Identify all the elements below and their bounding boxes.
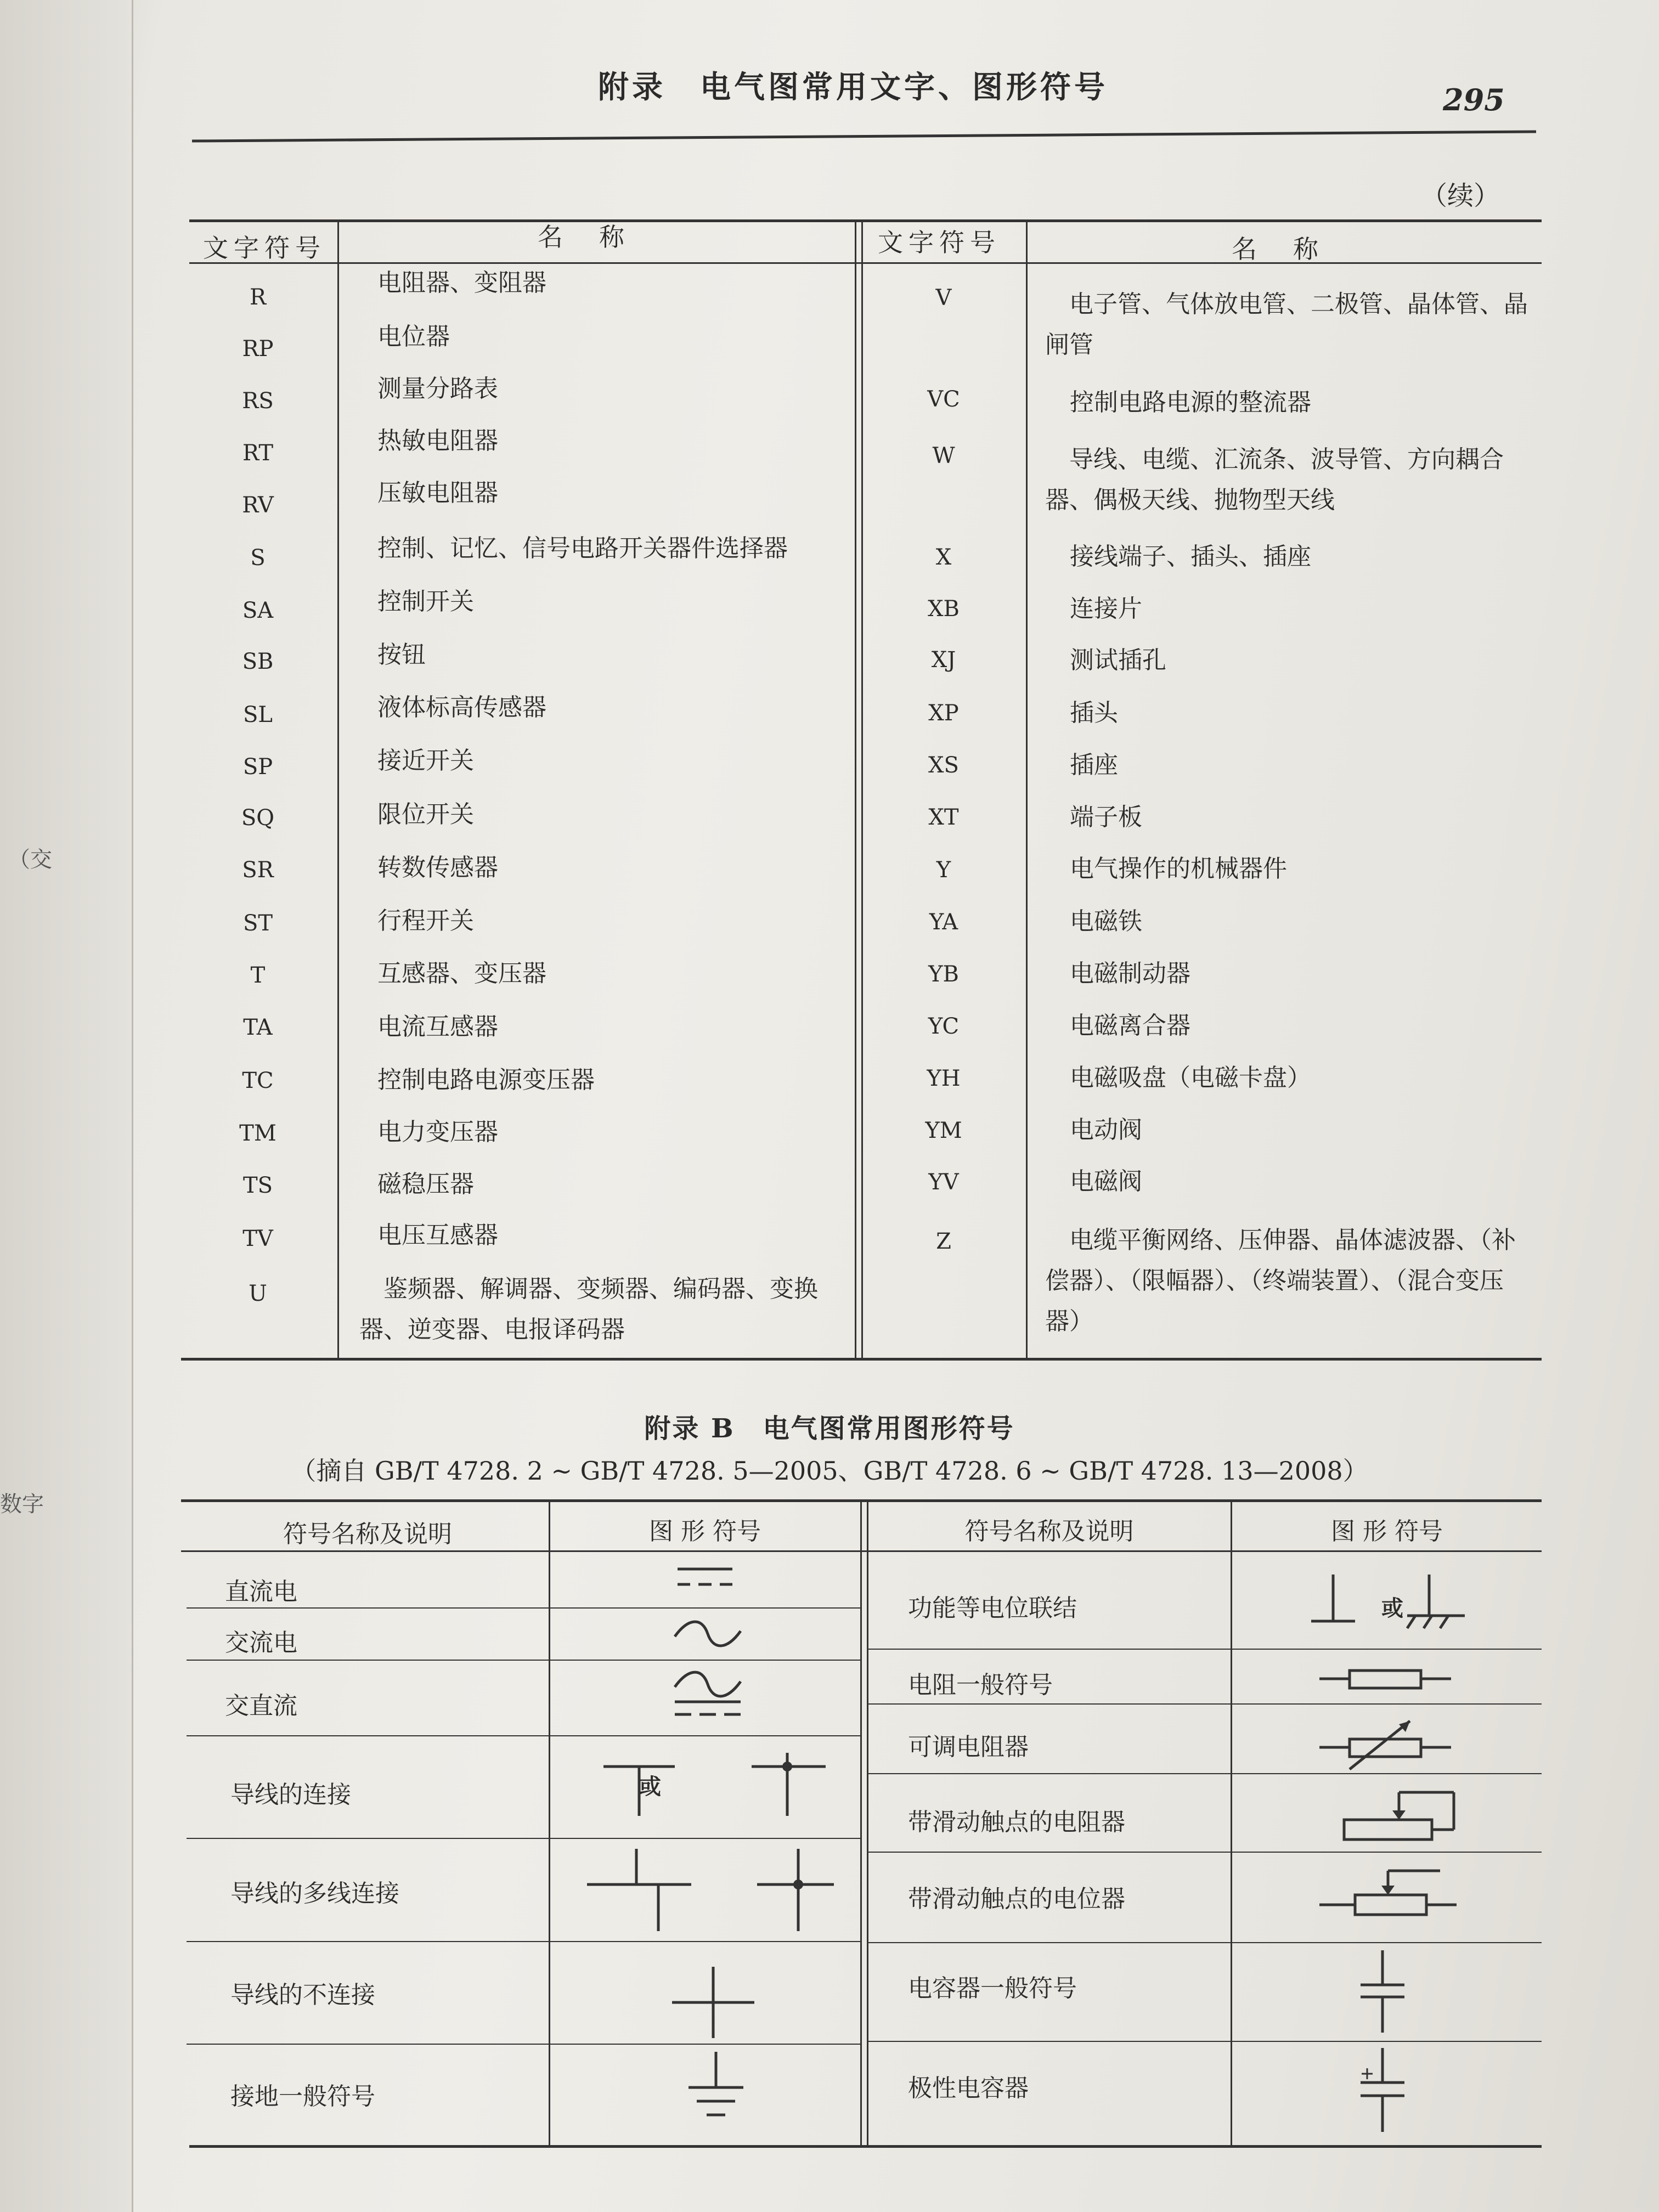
symbol-name: 测试插孔	[1070, 646, 1166, 674]
multi-wire-junction-symbol	[582, 1843, 839, 1937]
symbol-name: 液体标高传感器	[377, 693, 546, 721]
symbol-name: 压敏电阻器	[377, 479, 498, 507]
letter-code: XP	[928, 701, 959, 726]
letter-code: YV	[928, 1170, 959, 1195]
column-header: 文字符号	[878, 228, 1001, 257]
sliding-contact-resistor-symbol	[1330, 1790, 1457, 1850]
ac-symbol	[672, 1617, 743, 1650]
variable-resistor-symbol	[1317, 1714, 1454, 1775]
symbol-name: 插座	[1070, 751, 1118, 779]
symbol-label: 极性电容器	[908, 2074, 1029, 2102]
ground-symbol	[686, 2049, 746, 2126]
symbol-label: 功能等电位联结	[908, 1594, 1077, 1622]
symbol-name: 端子板	[1070, 803, 1142, 831]
letter-code: W	[932, 443, 955, 469]
symbol-name: 行程开关	[377, 907, 474, 935]
symbol-name: 电磁制动器	[1070, 960, 1190, 988]
symbol-name: 限位开关	[377, 800, 474, 828]
page-header-title: 附录 电气图常用文字、图形符号	[598, 69, 1108, 105]
symbol-name: 接线端子、插头、插座	[1070, 543, 1311, 571]
capacitor-symbol	[1355, 1948, 1410, 2035]
column-header: 符号名称及说明	[964, 1517, 1134, 1545]
letter-code: SB	[242, 649, 274, 674]
symbol-label: 带滑动触点的电阻器	[908, 1808, 1125, 1836]
letter-code: TC	[242, 1068, 274, 1093]
section-b-subtitle: （摘自 GB/T 4728. 2 ~ GB/T 4728. 5—2005、GB/T 4728. 6 ~ GB/T 4728. 13—2008）	[291, 1456, 1368, 1486]
letter-code: Y	[936, 857, 951, 883]
header-rule	[192, 130, 1536, 142]
ac-dc-symbol	[672, 1668, 743, 1723]
symbol-name: 电磁铁	[1070, 907, 1142, 935]
symbol-name: 连接片	[1070, 595, 1142, 623]
column-header: 符号名称及说明	[283, 1520, 452, 1548]
symbol-name: 互感器、变压器	[377, 960, 546, 988]
column-header: 文字符号	[203, 233, 326, 263]
letter-code: YC	[928, 1014, 960, 1039]
symbol-label: 电阻一般符号	[908, 1671, 1053, 1699]
letter-code: TS	[242, 1173, 273, 1198]
dc-symbol	[675, 1562, 735, 1595]
letter-code: YA	[929, 910, 958, 935]
symbol-label: 电容器一般符号	[908, 1974, 1077, 2002]
column-header: 名 称	[1232, 234, 1324, 264]
polarized-capacitor-symbol	[1355, 2045, 1410, 2136]
letter-code: SP	[242, 754, 273, 780]
letter-code: XS	[928, 753, 959, 778]
potentiometer-symbol	[1317, 1866, 1459, 1927]
letter-code: SA	[242, 598, 274, 623]
wire-crossing-symbol	[669, 1964, 757, 2041]
letter-code: TM	[239, 1121, 276, 1146]
symbol-name: 电力变压器	[377, 1118, 498, 1146]
section-b-title: 附录 B 电气图常用图形符号	[644, 1413, 1015, 1444]
letter-code: SL	[243, 702, 273, 727]
letter-code: SQ	[241, 805, 275, 831]
symbol-name: 电位器	[377, 323, 450, 351]
letter-code: YH	[927, 1066, 961, 1091]
symbol-label: 直流电	[225, 1578, 297, 1606]
or-label: 或	[639, 1774, 661, 1799]
symbol-name: 电缆平衡网络、压伸器、晶体滤波器、（补偿器）、（限幅器）、（终端装置）、（混合变压器）	[1045, 1226, 1516, 1335]
symbol-name: 插头	[1070, 699, 1118, 727]
adjacent-page-text: （交	[8, 847, 52, 872]
symbol-name: 鉴频器、解调器、变频器、编码器、变换器、逆变器、电报译码器	[359, 1275, 818, 1344]
letter-code: SR	[242, 857, 274, 883]
symbol-name: 电压互感器	[377, 1221, 498, 1249]
symbol-name: 电阻器、变阻器	[377, 269, 546, 297]
symbol-name: 控制电路电源变压器	[377, 1066, 595, 1094]
symbol-name: 电磁离合器	[1070, 1012, 1190, 1040]
letter-code: RT	[242, 441, 274, 466]
symbol-label: 可调电阻器	[908, 1733, 1029, 1761]
letter-code: XJ	[931, 647, 956, 673]
wire-junction-symbol	[601, 1750, 831, 1821]
symbol-name: 控制开关	[377, 588, 474, 616]
letter-code: R	[249, 285, 267, 310]
symbol-name: 控制、记忆、信号电路开关器件选择器	[377, 534, 788, 562]
column-header: 名 称	[538, 222, 630, 252]
symbol-name: 磁稳压器	[377, 1170, 474, 1198]
continued-label: （续）	[1421, 180, 1500, 211]
letter-code: RS	[242, 388, 274, 414]
letter-code: RV	[242, 493, 274, 518]
symbol-label: 导线的不连接	[230, 1981, 375, 2009]
letter-code: T	[250, 963, 266, 988]
letter-code: X	[935, 545, 952, 570]
symbol-label: 交流电	[225, 1629, 297, 1657]
symbol-name: 电流互感器	[377, 1013, 498, 1041]
symbol-name: 热敏电阻器	[377, 427, 498, 455]
letter-code: XB	[928, 596, 960, 622]
adjacent-page	[0, 0, 133, 2212]
symbol-label: 带滑动触点的电位器	[908, 1885, 1125, 1913]
adjacent-page-text: 数字	[0, 1492, 44, 1517]
column-header: 图 形 符号	[649, 1517, 761, 1545]
symbol-name: 电磁阀	[1070, 1167, 1142, 1195]
symbol-name: 按钮	[377, 641, 426, 669]
symbol-name: 导线、电缆、汇流条、波导管、方向耦合器、偶极天线、抛物型天线	[1045, 445, 1504, 514]
symbol-name: 控制电路电源的整流器	[1070, 388, 1311, 416]
symbol-label: 接地一般符号	[230, 2083, 375, 2111]
resistor-symbol	[1317, 1662, 1454, 1695]
symbol-label: 交直流	[225, 1692, 297, 1720]
symbol-name: 接近开关	[377, 747, 474, 775]
symbol-label: 导线的多线连接	[230, 1880, 399, 1908]
symbol-name: 转数传感器	[377, 854, 498, 882]
letter-code: YM	[925, 1118, 962, 1143]
letter-code: TV	[242, 1226, 273, 1251]
symbol-name: 测量分路表	[377, 375, 498, 403]
letter-code: V	[935, 285, 952, 311]
letter-code: ST	[242, 911, 273, 936]
symbol-name: 电子管、气体放电管、二极管、晶体管、晶闸管	[1045, 290, 1528, 359]
letter-code: YB	[928, 962, 959, 987]
page-number: 295	[1443, 82, 1505, 117]
letter-code: RP	[242, 336, 274, 362]
letter-code: Z	[936, 1229, 951, 1254]
letter-code: XT	[928, 805, 959, 830]
symbol-name: 电气操作的机械器件	[1070, 855, 1287, 883]
or-label: 或	[1381, 1595, 1403, 1621]
symbol-label: 导线的连接	[230, 1781, 351, 1809]
column-header: 图 形 符号	[1331, 1517, 1443, 1545]
letter-code: VC	[927, 387, 960, 412]
letter-code: S	[250, 545, 266, 571]
symbol-name: 电动阀	[1070, 1116, 1142, 1144]
letter-code: U	[249, 1281, 267, 1306]
symbol-name: 电磁吸盘（电磁卡盘）	[1070, 1064, 1311, 1092]
letter-code: TA	[243, 1015, 273, 1040]
